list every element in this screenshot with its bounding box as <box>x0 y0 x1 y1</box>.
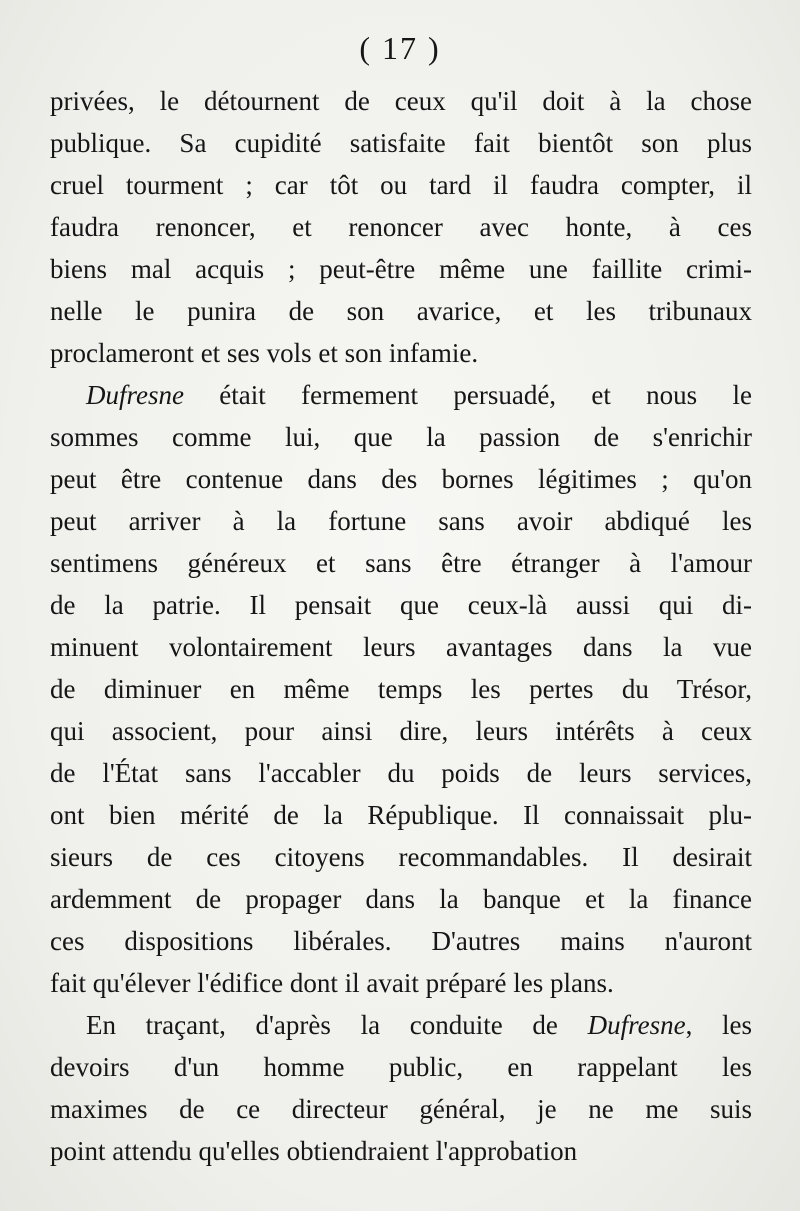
text-segment: minuent volontairement leurs avantages dans la vue <box>50 632 752 662</box>
page-number: ( 17 ) <box>359 30 441 66</box>
text-segment: sentimens généreux et sans être étranger à l'amour <box>50 548 752 578</box>
text-segment: , les <box>685 1010 752 1040</box>
text-segment: de diminuer en même temps les pertes du Trésor, <box>50 674 752 704</box>
text-segment: qui associent, pour ainsi dire, leurs intérêts à ceux <box>50 716 752 746</box>
text-segment: était fermement persuadé, et nous le <box>183 380 752 410</box>
text-line <box>50 752 752 794</box>
text-line <box>50 290 752 332</box>
text-line <box>50 1088 752 1130</box>
text-segment: de l'État sans l'accabler du poids de leurs services, <box>50 758 752 788</box>
text-line <box>50 836 752 878</box>
text-segment: de la patrie. Il pensait que ceux-là aussi qui di- <box>50 590 752 620</box>
text-line <box>50 962 752 1004</box>
text-line <box>50 374 752 416</box>
paragraph <box>50 1004 752 1172</box>
text-line <box>50 500 752 542</box>
text-segment: faudra renoncer, et renoncer avec honte, à ces <box>50 212 752 242</box>
text-segment: fait qu'élever l'édifice dont il avait préparé les plans. <box>50 968 614 998</box>
text-segment: sommes comme lui, que la passion de s'enrichir <box>50 422 752 452</box>
italic-name: Dufresne <box>86 380 184 410</box>
text-line <box>50 542 752 584</box>
text-segment: ont bien mérité de la République. Il connaissait plu- <box>50 800 752 830</box>
text-line <box>50 248 752 290</box>
text-line <box>50 710 752 752</box>
text-segment: biens mal acquis ; peut-être même une faillite crimi- <box>50 254 752 284</box>
text-segment: nelle le punira de son avarice, et les tribunaux <box>50 296 752 326</box>
text-line <box>50 920 752 962</box>
text-segment: privées, le détournent de ceux qu'il doit à la chose <box>50 86 752 116</box>
text-line <box>50 80 752 122</box>
text-segment: cruel tourment ; car tôt ou tard il faudra compter, il <box>50 170 752 200</box>
text-segment: En traçant, d'après la conduite de <box>86 1010 588 1040</box>
text-line <box>50 206 752 248</box>
text-line <box>50 1130 752 1172</box>
text-line <box>50 878 752 920</box>
text-line <box>50 458 752 500</box>
text-line <box>50 332 752 374</box>
text-segment: sieurs de ces citoyens recommandables. Il desirait <box>50 842 752 872</box>
paragraph <box>50 80 752 374</box>
text-segment: maximes de ce directeur général, je ne me suis <box>50 1094 752 1124</box>
paragraph <box>50 374 752 1004</box>
text-line <box>50 1046 752 1088</box>
italic-name: Dufresne <box>587 1010 686 1040</box>
text-line <box>50 584 752 626</box>
text-line <box>50 626 752 668</box>
text-line <box>50 122 752 164</box>
text-segment: devoirs d'un homme public, en rappelant les <box>50 1052 752 1082</box>
text-body <box>50 80 752 1172</box>
text-line <box>50 668 752 710</box>
text-line <box>50 1004 752 1046</box>
text-line <box>50 794 752 836</box>
text-segment: ardemment de propager dans la banque et la finance <box>50 884 752 914</box>
text-segment: point attendu qu'elles obtiendraient l'approbation <box>50 1136 578 1166</box>
text-segment: peut arriver à la fortune sans avoir abdiqué les <box>50 506 752 536</box>
text-line <box>50 164 752 206</box>
text-segment: peut être contenue dans des bornes légitimes ; qu'on <box>50 464 752 494</box>
text-segment: ces dispositions libérales. D'autres mains n'auront <box>50 926 752 956</box>
text-segment: proclameront et ses vols et son infamie. <box>50 338 479 368</box>
text-line <box>50 416 752 458</box>
text-segment: publique. Sa cupidité satisfaite fait bientôt son plus <box>50 128 752 158</box>
